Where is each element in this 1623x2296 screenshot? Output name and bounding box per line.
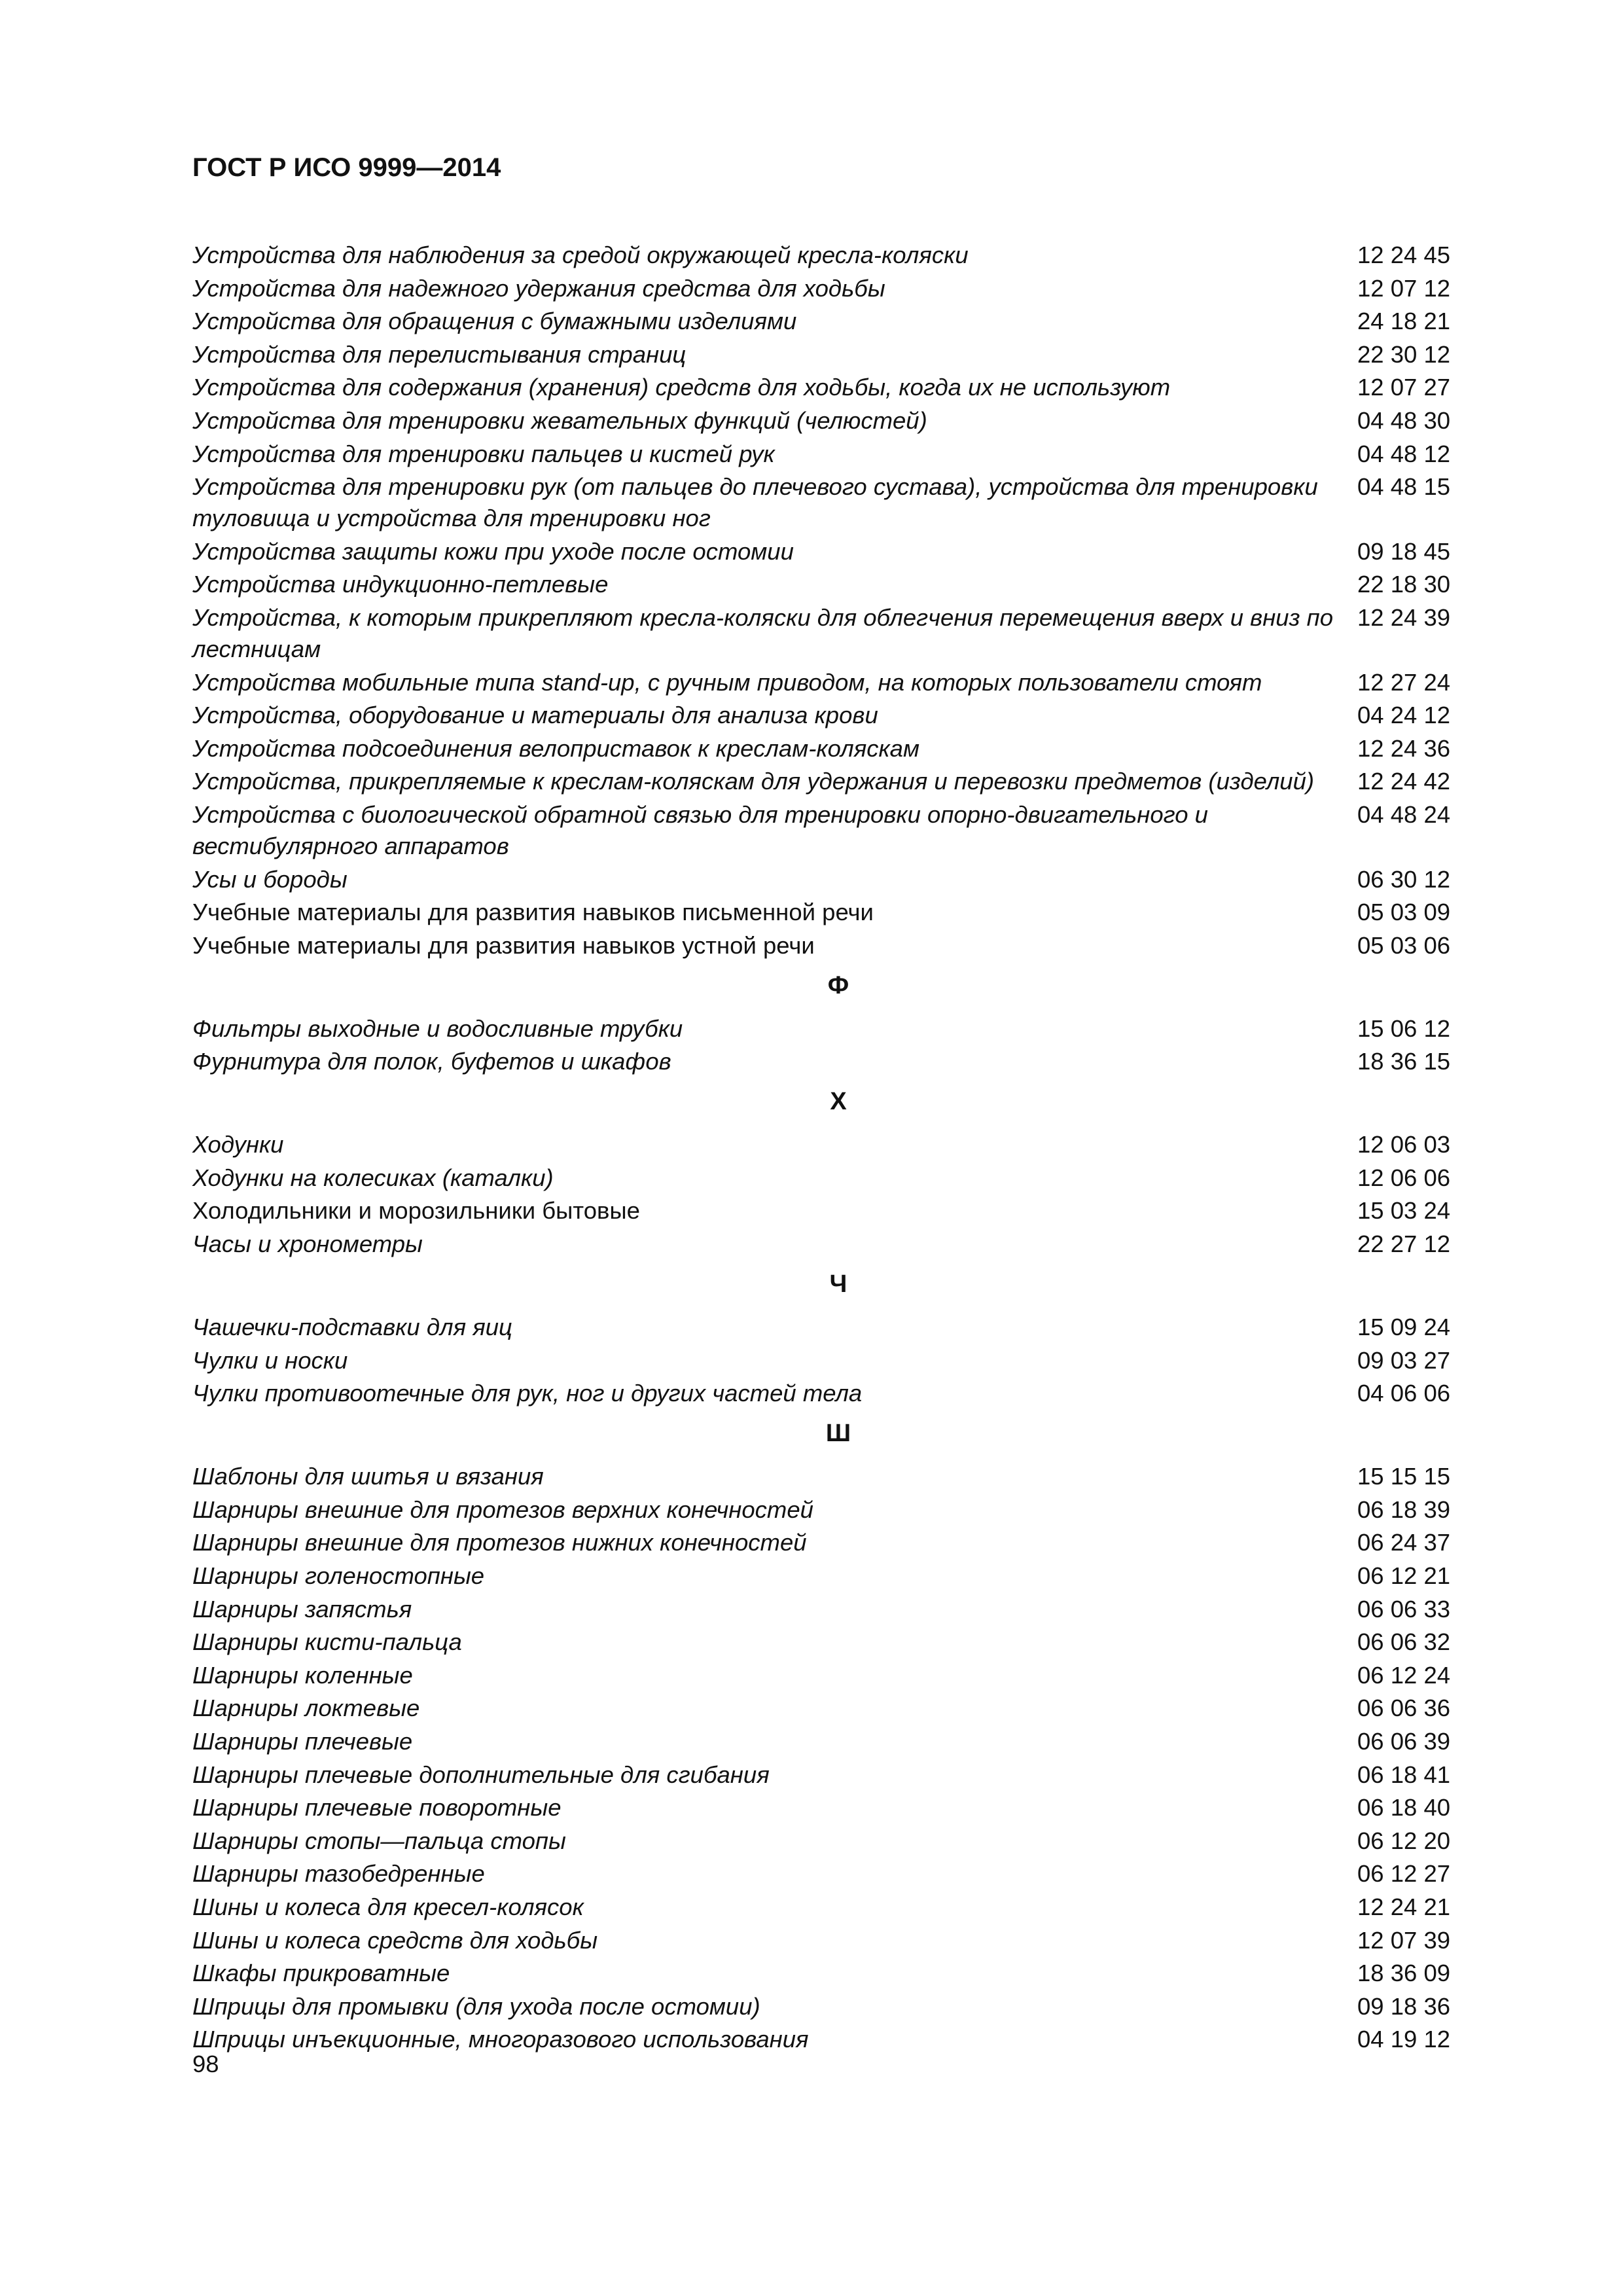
index-entry bbox=[192, 1759, 1484, 1791]
index-entry-code: 15 03 24 bbox=[1357, 1197, 1451, 1225]
index-entry bbox=[192, 864, 1484, 895]
index-entry-term: Устройства, прикрепляемые к креслам-коляскам для удержания и перевозки предметов (изделий) bbox=[192, 768, 1315, 795]
index-entry-term: Чулки и носки bbox=[192, 1346, 348, 1374]
index-entry-code: 15 06 12 bbox=[1357, 1014, 1451, 1042]
index-entry-term: Устройства для тренировки жевательных функций (челюстей) bbox=[192, 406, 927, 434]
index-entry bbox=[192, 1162, 1484, 1194]
index-entry-code: 06 12 27 bbox=[1357, 1860, 1451, 1888]
index-entry-code: 06 18 39 bbox=[1357, 1496, 1451, 1523]
index-entry bbox=[192, 1660, 1484, 1691]
index-entry-term: Шарниры плечевые поворотные bbox=[192, 1794, 562, 1821]
index-entry-code: 04 48 12 bbox=[1357, 440, 1451, 467]
index-entry bbox=[192, 1312, 1484, 1343]
index-entry-code: 18 36 15 bbox=[1357, 1048, 1451, 1075]
index-entry-term: Устройства, оборудование и материалы для анализа крови bbox=[192, 702, 878, 729]
index-entry bbox=[192, 1892, 1484, 1923]
index-entry bbox=[192, 1129, 1484, 1160]
index-entry-term: Устройства подсоединения велоприставок к креслам-коляскам bbox=[192, 734, 920, 762]
index-entry bbox=[192, 471, 1484, 534]
index-entry-term: Устройства для обращения с бумажными изделиями bbox=[192, 308, 797, 335]
index-entry-term: Устройства индукционно-петлевые bbox=[192, 571, 609, 598]
index-entry-term: Чулки противоотечные для рук, ног и других частей тела bbox=[192, 1380, 863, 1407]
index-entry bbox=[192, 1991, 1484, 2022]
index-entry bbox=[192, 569, 1484, 600]
index-entry-code: 24 18 21 bbox=[1357, 308, 1451, 335]
index-entry-code: 12 06 06 bbox=[1357, 1164, 1451, 1191]
index-entry-code: 06 18 41 bbox=[1357, 1761, 1451, 1788]
index-entry bbox=[192, 1560, 1484, 1592]
index-entry-term: Шарниры голеностопные bbox=[192, 1562, 485, 1590]
index-entry bbox=[192, 1229, 1484, 1260]
index-entry bbox=[192, 1527, 1484, 1558]
index-entry-term: Устройства для надежного удержания средства для ходьбы bbox=[192, 274, 885, 302]
index-entry-code: 06 12 24 bbox=[1357, 1661, 1451, 1689]
index-entry-term: Холодильники и морозильники бытовые bbox=[192, 1197, 640, 1225]
index-entry-code: 06 30 12 bbox=[1357, 865, 1451, 893]
index-entry bbox=[192, 1195, 1484, 1227]
section-letter-heading: Ф bbox=[827, 971, 849, 999]
index-entry-code: 04 48 30 bbox=[1357, 406, 1451, 434]
index-entry-code: 12 07 39 bbox=[1357, 1926, 1451, 1954]
index-entry-term: Шарниры локтевые bbox=[192, 1695, 420, 1722]
index-entry-code: 15 09 24 bbox=[1357, 1314, 1451, 1341]
index-entry-term: Устройства для тренировки пальцев и кистей рук bbox=[192, 440, 775, 467]
index-entry-code: 12 07 27 bbox=[1357, 374, 1451, 401]
index-entry-code: 05 03 09 bbox=[1357, 899, 1451, 926]
index-entry-code: 09 18 45 bbox=[1357, 537, 1451, 565]
index-entry bbox=[192, 602, 1484, 665]
index-entry bbox=[192, 439, 1484, 470]
index-entry-code: 12 07 12 bbox=[1357, 274, 1451, 302]
index-entry-term: Устройства с биологической обратной связью для тренировки опорно-двигательного и вестибулярного аппаратов bbox=[192, 800, 1208, 859]
index-entry bbox=[192, 1925, 1484, 1956]
index-entry-term: Устройства для содержания (хранения) средств для ходьбы, когда их не используют bbox=[192, 374, 1171, 401]
index-entry-term: Шприцы инъекционные, многоразового использования bbox=[192, 2026, 809, 2053]
index-entry-code: 12 24 36 bbox=[1357, 734, 1451, 762]
index-entry-term: Шарниры коленные bbox=[192, 1661, 413, 1689]
index-entry-term: Шарниры плечевые bbox=[192, 1728, 413, 1755]
index-entry-code: 09 03 27 bbox=[1357, 1346, 1451, 1374]
index-entry bbox=[192, 667, 1484, 698]
index-entry-code: 04 48 15 bbox=[1357, 473, 1451, 501]
index-entry-term: Устройства для перелистывания страниц bbox=[192, 340, 687, 368]
page-number: 98 bbox=[192, 2051, 219, 2077]
index-entry bbox=[192, 1345, 1484, 1376]
index-entry-term: Учебные материалы для развития навыков устной речи bbox=[192, 931, 815, 959]
index-entry bbox=[192, 1792, 1484, 1823]
index-entry-term: Шины и колеса для кресел-колясок bbox=[192, 1893, 584, 1920]
index-entry-term: Шарниры плечевые дополнительные для сгибания bbox=[192, 1761, 770, 1788]
index-entry-term: Ходунки bbox=[192, 1131, 284, 1158]
section-letter-heading: Ч bbox=[829, 1270, 847, 1299]
alphabetical-index-list bbox=[192, 240, 1484, 2055]
index-entry-term: Шприцы для промывки (для ухода после остомии) bbox=[192, 1992, 760, 2020]
index-entry-code: 18 36 09 bbox=[1357, 1960, 1451, 1987]
index-entry-code: 12 24 39 bbox=[1357, 603, 1451, 631]
section-letter-heading: Х bbox=[830, 1088, 847, 1116]
index-entry bbox=[192, 1858, 1484, 1890]
index-entry-code: 06 24 37 bbox=[1357, 1529, 1451, 1556]
index-entry-code: 12 24 45 bbox=[1357, 242, 1451, 268]
index-entry bbox=[192, 897, 1484, 928]
index-entry bbox=[192, 1726, 1484, 1757]
index-entry-term: Фильтры выходные и водосливные трубки bbox=[192, 1014, 683, 1042]
index-entry-term: Шарниры внешние для протезов верхних конечностей bbox=[192, 1496, 813, 1523]
index-entry-term: Фурнитура для полок, буфетов и шкафов bbox=[192, 1048, 671, 1075]
index-entry bbox=[192, 733, 1484, 764]
index-entry bbox=[192, 2024, 1484, 2055]
index-entry bbox=[192, 372, 1484, 403]
index-entry bbox=[192, 1825, 1484, 1857]
index-entry bbox=[192, 700, 1484, 731]
index-entry-code: 04 06 06 bbox=[1357, 1380, 1451, 1407]
index-entry-term: Устройства защиты кожи при уходе после остомии bbox=[192, 537, 794, 565]
index-entry-term: Устройства для наблюдения за средой окружающей кресла-коляски bbox=[192, 242, 969, 268]
index-entry-term: Устройства мобильные типа stand-up, с ручным приводом, на которых пользователи стоят bbox=[192, 668, 1262, 696]
index-entry-code: 12 27 24 bbox=[1357, 668, 1451, 696]
index-entry bbox=[192, 1378, 1484, 1409]
index-entry-term: Ходунки на колесиках (каталки) bbox=[192, 1164, 554, 1191]
document-page bbox=[192, 151, 1484, 2057]
index-entry-code: 12 24 42 bbox=[1357, 768, 1451, 795]
index-entry bbox=[192, 405, 1484, 437]
index-entry bbox=[192, 1046, 1484, 1077]
index-entry-code: 12 06 03 bbox=[1357, 1131, 1451, 1158]
index-entry bbox=[192, 1013, 1484, 1045]
index-entry-term: Устройства, к которым прикрепляют кресла-коляски для облегчения перемещения вверх и вниз по лестницам bbox=[192, 603, 1334, 662]
index-entry bbox=[192, 536, 1484, 567]
index-entry bbox=[192, 306, 1484, 337]
index-entry-code: 15 15 15 bbox=[1357, 1463, 1451, 1490]
index-entry-code: 06 06 36 bbox=[1357, 1695, 1451, 1722]
index-entry-code: 06 06 33 bbox=[1357, 1595, 1451, 1623]
index-entry-term: Шарниры внешние для протезов нижних конечностей bbox=[192, 1529, 807, 1556]
index-entry-term: Усы и бороды bbox=[192, 865, 348, 893]
index-entry-code: 22 30 12 bbox=[1357, 340, 1451, 368]
index-entry-code: 04 24 12 bbox=[1357, 702, 1451, 729]
index-entry bbox=[192, 1494, 1484, 1526]
index-entry-code: 09 18 36 bbox=[1357, 1992, 1451, 2020]
index-entry bbox=[192, 1693, 1484, 1724]
index-entry-code: 06 06 32 bbox=[1357, 1628, 1451, 1656]
document-header-title: ГОСТ Р ИСО 9999—2014 bbox=[192, 153, 501, 182]
index-entry bbox=[192, 240, 1484, 271]
index-entry bbox=[192, 1594, 1484, 1625]
index-entry-term: Шарниры запястья bbox=[192, 1595, 412, 1623]
index-entry-term: Чашечки-подставки для яиц bbox=[192, 1314, 512, 1341]
index-entry-term: Устройства для тренировки рук (от пальцев до плечевого сустава), устройства для тренировки туловища и устройства для тренировки ног bbox=[192, 473, 1318, 532]
index-entry-code: 06 06 39 bbox=[1357, 1728, 1451, 1755]
index-entry-term: Шкафы прикроватные bbox=[192, 1960, 450, 1987]
section-letter-heading: Ш bbox=[825, 1420, 851, 1448]
index-entry-term: Шарниры тазобедренные bbox=[192, 1860, 485, 1888]
index-entry-code: 04 48 24 bbox=[1357, 800, 1451, 828]
index-entry bbox=[192, 930, 1484, 961]
index-entry-term: Учебные материалы для развития навыков письменной речи bbox=[192, 899, 874, 926]
index-entry-term: Шарниры стопы—пальца стопы bbox=[192, 1827, 566, 1854]
index-entry-code: 06 18 40 bbox=[1357, 1794, 1451, 1821]
index-entry bbox=[192, 1626, 1484, 1658]
index-entry-term: Часы и хронометры bbox=[192, 1230, 423, 1258]
index-entry-code: 04 19 12 bbox=[1357, 2026, 1451, 2053]
index-entry-term: Шарниры кисти-пальца bbox=[192, 1628, 462, 1656]
index-entry-term: Шаблоны для шитья и вязания bbox=[192, 1463, 544, 1490]
index-entry bbox=[192, 766, 1484, 797]
index-entry bbox=[192, 799, 1484, 862]
index-entry bbox=[192, 339, 1484, 370]
index-entry-code: 06 12 20 bbox=[1357, 1827, 1451, 1854]
index-entry-code: 05 03 06 bbox=[1357, 931, 1451, 959]
index-entry-code: 22 18 30 bbox=[1357, 571, 1451, 598]
index-entry-code: 06 12 21 bbox=[1357, 1562, 1451, 1590]
index-entry bbox=[192, 273, 1484, 304]
index-entry bbox=[192, 1461, 1484, 1492]
index-entry-code: 12 24 21 bbox=[1357, 1893, 1451, 1920]
index-entry-term: Шины и колеса средств для ходьбы bbox=[192, 1926, 598, 1954]
index-entry-code: 22 27 12 bbox=[1357, 1230, 1451, 1258]
index-entry bbox=[192, 1958, 1484, 1989]
